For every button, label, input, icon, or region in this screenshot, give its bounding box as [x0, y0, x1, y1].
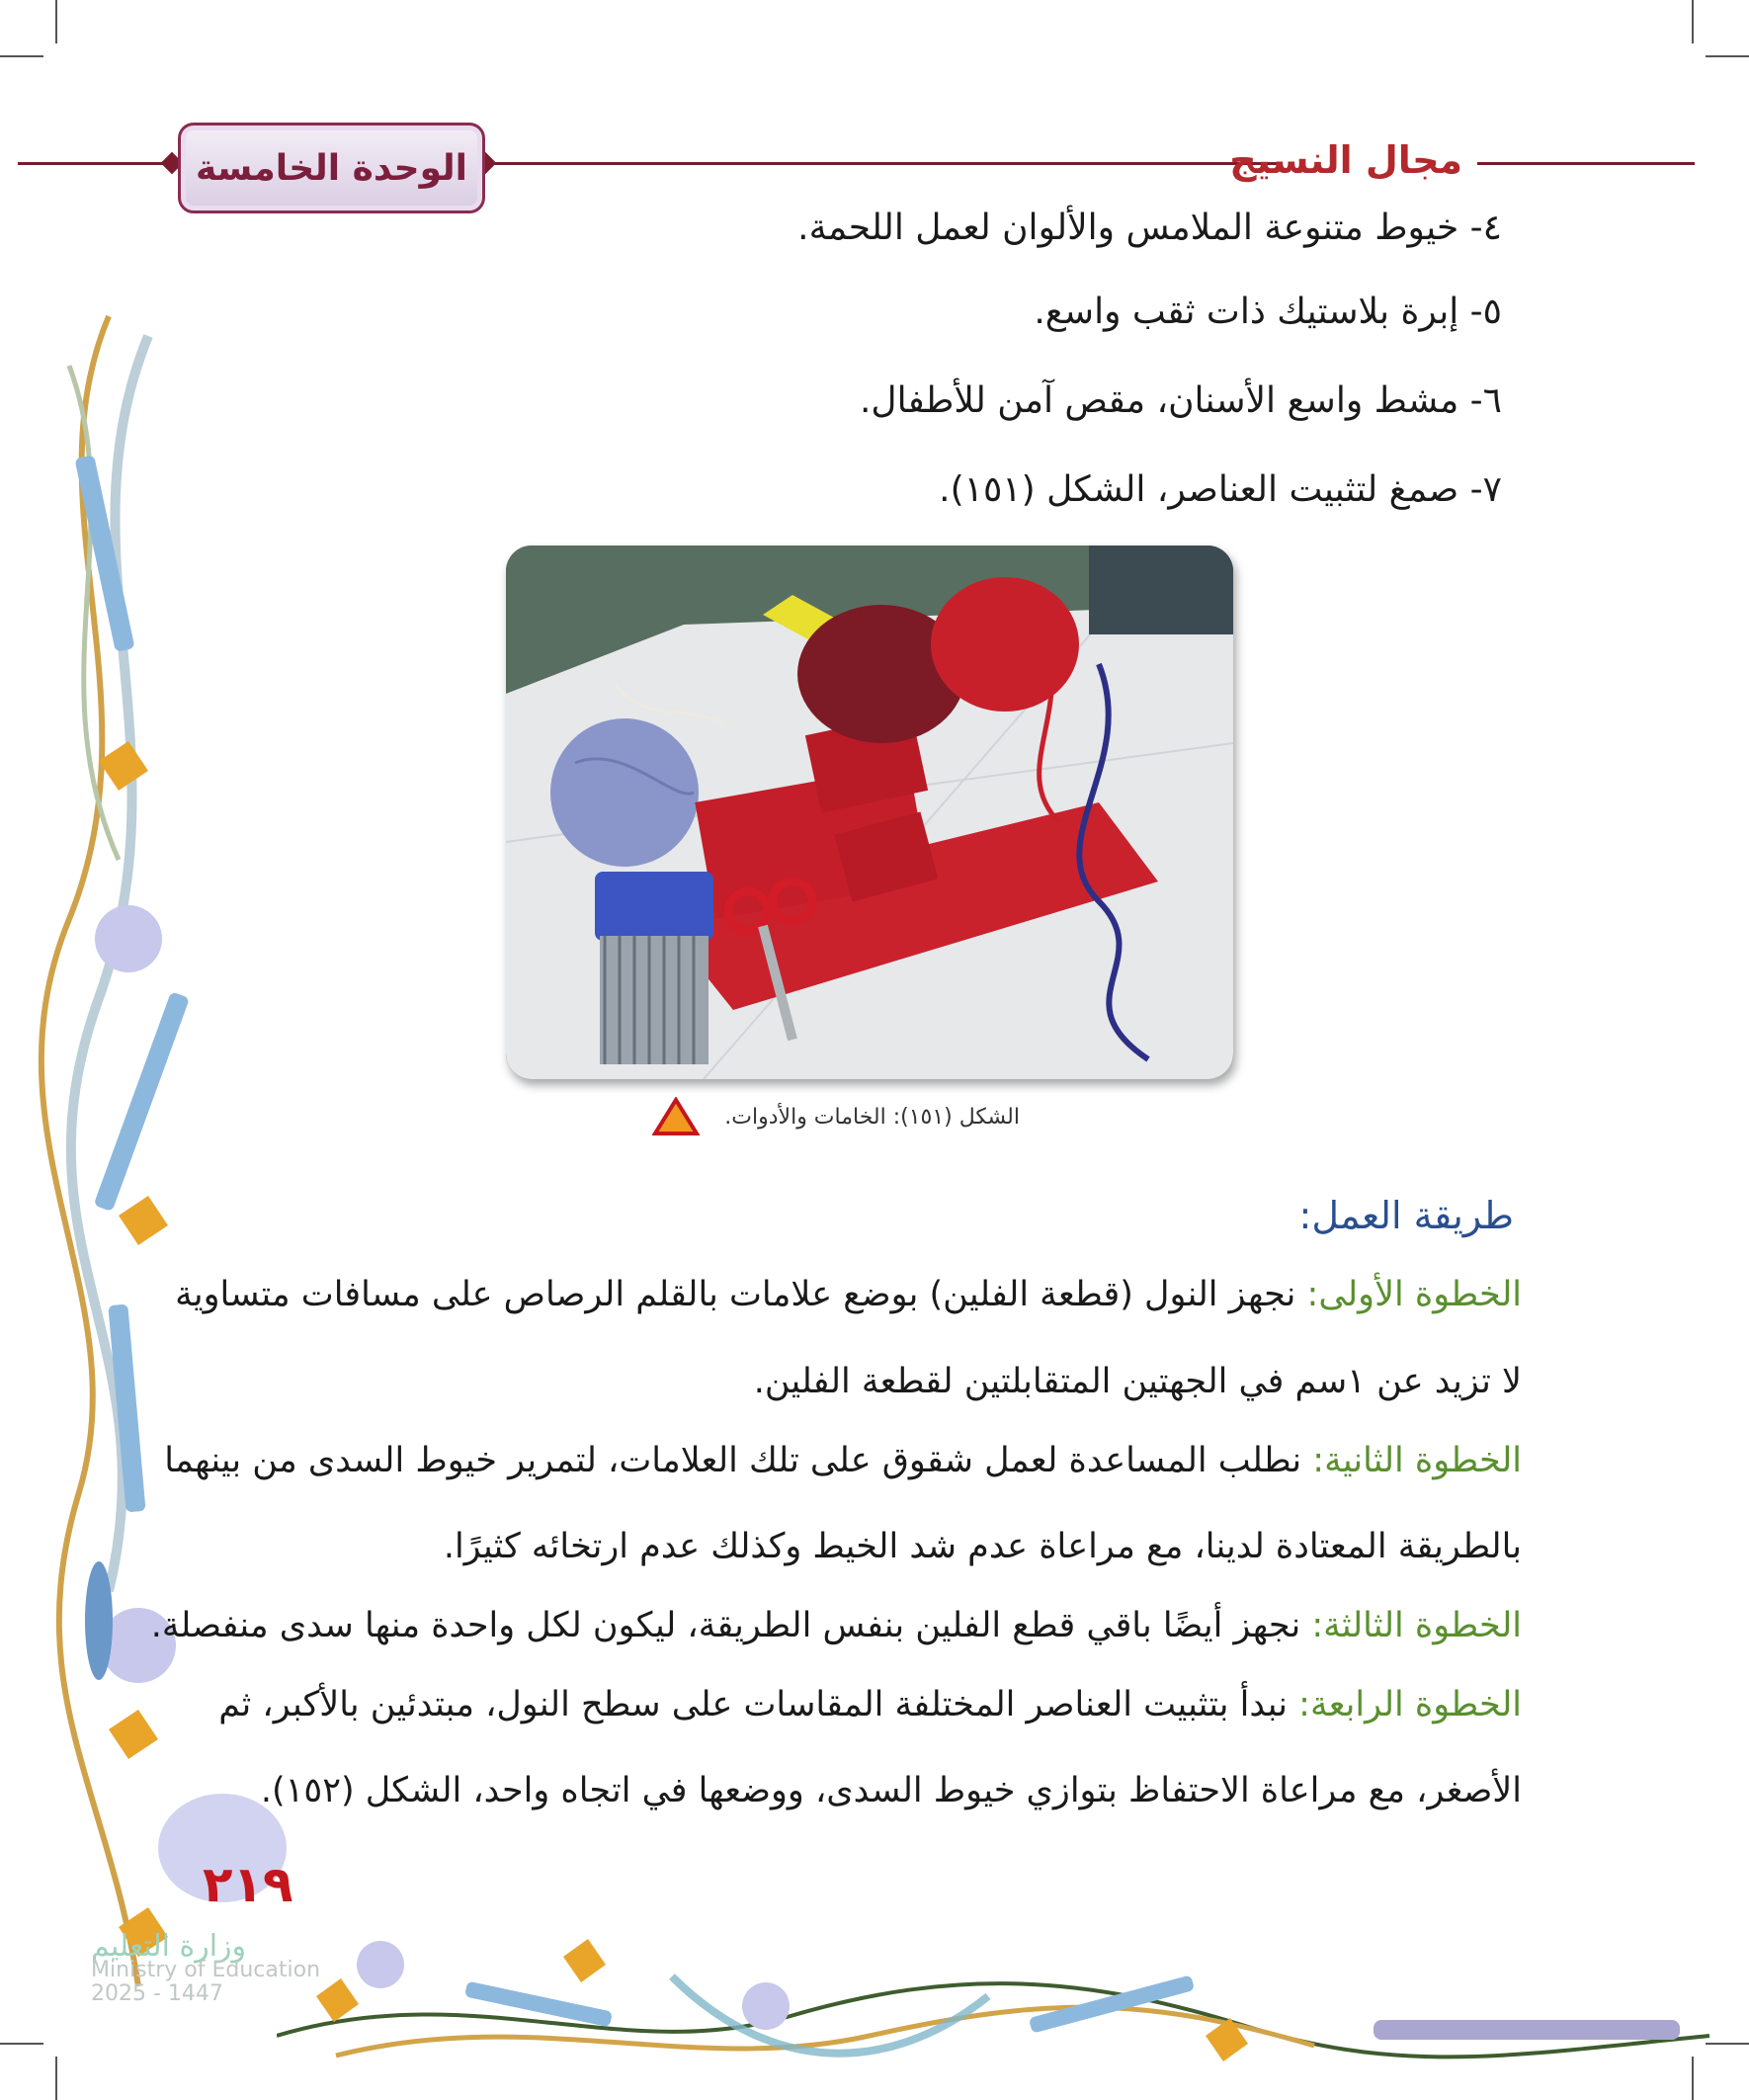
step-paragraph	[164, 1441, 1522, 1480]
warning-triangle-icon	[652, 1097, 700, 1136]
list-item: ٥- إبرة بلاستيك ذات ثقب واسع.	[1034, 292, 1502, 332]
edition-year: 2025 - 1447	[91, 1981, 223, 2006]
figure-caption: الشكل (١٥١): الخامات والأدوات.	[724, 1105, 1020, 1130]
crop-mark	[1692, 0, 1694, 43]
step-paragraph-continued: لا تزيد عن ١سم في الجهتين المتقابلتين لقطعة الفلين.	[753, 1362, 1522, 1401]
materials-and-tools-image	[506, 546, 1233, 1079]
decorative-border	[0, 306, 296, 2095]
step-label: الخطوة الأولى:	[1306, 1275, 1522, 1314]
header-rule-middle	[489, 162, 1280, 165]
step-text: نطلب المساعدة لعمل شقوق على تلك العلامات، لتمرير خيوط السدى من بينهما	[164, 1441, 1313, 1480]
crop-mark	[1706, 55, 1749, 57]
list-item: ٧- صمغ لتثبيت العناصر، الشكل (١٥١).	[939, 469, 1502, 510]
step-paragraph	[217, 1685, 1522, 1724]
step-text: نبدأ بتثبيت العناصر المختلفة المقاسات على سطح النول، مبتدئين بالأكبر، ثم	[218, 1685, 1299, 1724]
unit-title-badge	[178, 123, 485, 213]
decorative-bottom-border	[277, 1917, 1719, 2085]
crop-mark	[55, 0, 57, 43]
step-paragraph	[150, 1606, 1522, 1645]
field-title: مجال النسيج	[1229, 138, 1462, 182]
step-label: الخطوة الثانية:	[1312, 1441, 1522, 1480]
crop-mark	[0, 55, 43, 57]
figure-151-photo	[506, 546, 1233, 1079]
step-label: الخطوة الرابعة:	[1298, 1685, 1522, 1724]
step-paragraph-continued: الأصغر، مع مراعاة الاحتفاظ بتوازي خيوط السدى، ووضعها في اتجاه واحد، الشكل (١٥٢).	[260, 1771, 1522, 1810]
page-number: ٢١٩	[203, 1856, 293, 1913]
header-rule-right	[1477, 162, 1695, 165]
section-title: طريقة العمل:	[1298, 1194, 1514, 1237]
list-item: ٤- خيوط متنوعة الملامس والألوان لعمل اللحمة.	[797, 208, 1502, 248]
header-rule-left	[18, 162, 166, 165]
ministry-name-arabic: وزارة التعليم	[91, 1929, 247, 1964]
unit-title: الوحدة الخامسة	[195, 147, 468, 189]
step-text: نجهز النول (قطعة الفلين) بوضع علامات بالقلم الرصاص على مسافات متساوية	[175, 1275, 1307, 1314]
ministry-watermark	[91, 1929, 321, 2006]
step-paragraph	[175, 1275, 1522, 1314]
step-label: الخطوة الثالثة:	[1311, 1606, 1522, 1645]
list-item: ٦- مشط واسع الأسنان، مقص آمن للأطفال.	[859, 380, 1502, 421]
step-text: نجهز أيضًا باقي قطع الفلين بنفس الطريقة، ليكون لكل واحدة منها سدى منفصلة.	[150, 1606, 1312, 1645]
ministry-name-english: Ministry of Education	[91, 1958, 321, 1982]
step-paragraph-continued: بالطريقة المعتادة لدينا، مع مراعاة عدم شد الخيط وكذلك عدم ارتخائه كثيرًا.	[443, 1527, 1522, 1566]
